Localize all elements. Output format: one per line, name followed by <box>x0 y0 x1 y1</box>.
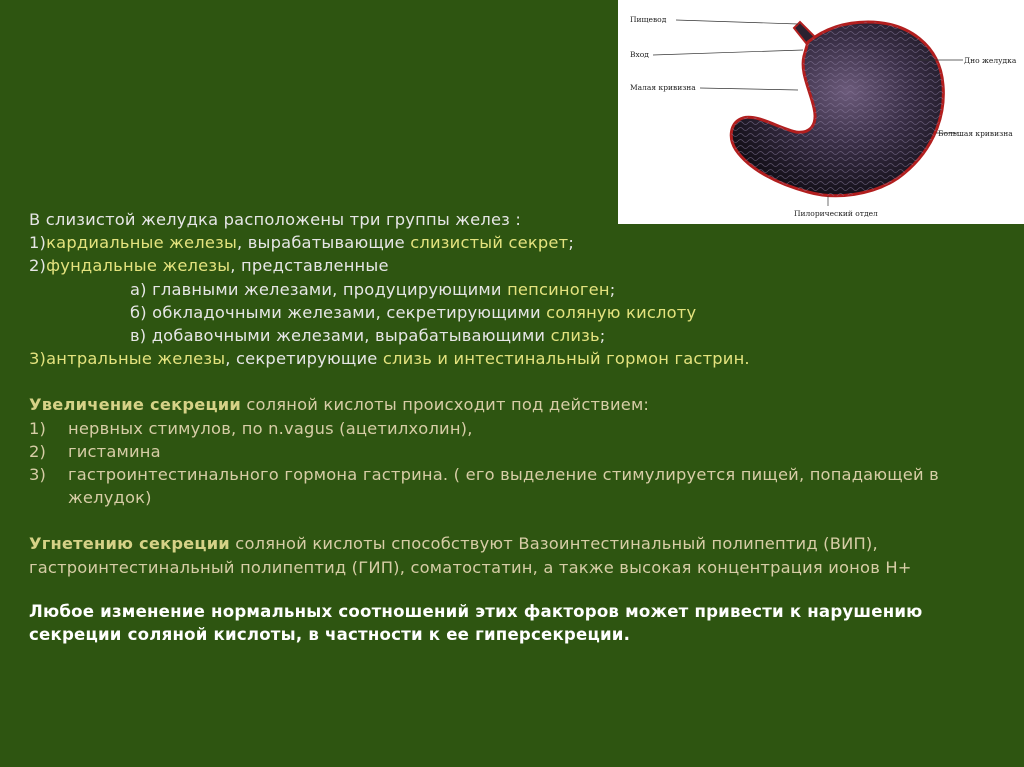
antral-glands: антральные железы <box>46 349 226 369</box>
slide-text <box>29 208 989 646</box>
intro-heading: В слизистой желудка расположены три группы желез : <box>29 210 522 229</box>
stomach-illustration <box>618 0 1024 224</box>
subgroup-a: а) главными железами, продуцирующими пепсиноген; <box>130 279 616 299</box>
increase-item-1: 1) нервных стимулов, по n.vagus (ацетилхолин), <box>29 418 473 438</box>
label-entrance: Вход <box>630 50 649 59</box>
subgroup-c: в) добавочными железами, вырабатывающими слизь; <box>130 326 606 346</box>
gland-group-2: 2)фундальные железы, представленные <box>29 256 389 276</box>
cardiac-glands: кардиальные железы <box>46 233 237 253</box>
inhibit-paragraph: Угнетению секреции соляной кислоты способствуют Вазоинтестинальный полипептид (ВИП), гастроинтестинальный полипептид (ГИП), соматостатин, а также высокая концентрация ионов Н+ <box>29 534 912 577</box>
label-esophagus: Пищевод <box>630 15 667 24</box>
gland-group-1: 1)кардиальные железы, вырабатывающие слизистый секрет; <box>29 233 575 253</box>
gland-group-3: 3)антральные железы, секретирующие слизь и интестинальный гормон гастрин. <box>29 349 750 369</box>
increase-item-2: 2) гистамина <box>29 441 161 461</box>
label-pyloric: Пилорический отдел <box>794 209 878 218</box>
label-lesser-curvature: Малая кривизна <box>630 83 696 92</box>
subgroup-b: б) обкладочными железами, секретирующими соляную кислоту <box>130 302 697 322</box>
increase-item-3: 3) гастроинтестинального гормона гастрина. ( его выделение стимулируется пищей, попадающей в желудок) <box>29 465 939 508</box>
stomach-diagram <box>618 0 1024 224</box>
label-fundus: Дно желудка <box>964 56 1017 65</box>
mucosa-folds <box>731 22 943 196</box>
fundic-glands: фундальные железы <box>46 256 231 276</box>
increase-heading: Увеличение секреции соляной кислоты происходит под действием: <box>29 395 650 415</box>
conclusion-paragraph: Любое изменение нормальных соотношений этих факторов может привести к нарушению секреции соляной кислоты, в частности к ее гиперсекреции. <box>29 601 923 645</box>
label-greater-curvature: Большая кривизна <box>938 129 1013 138</box>
